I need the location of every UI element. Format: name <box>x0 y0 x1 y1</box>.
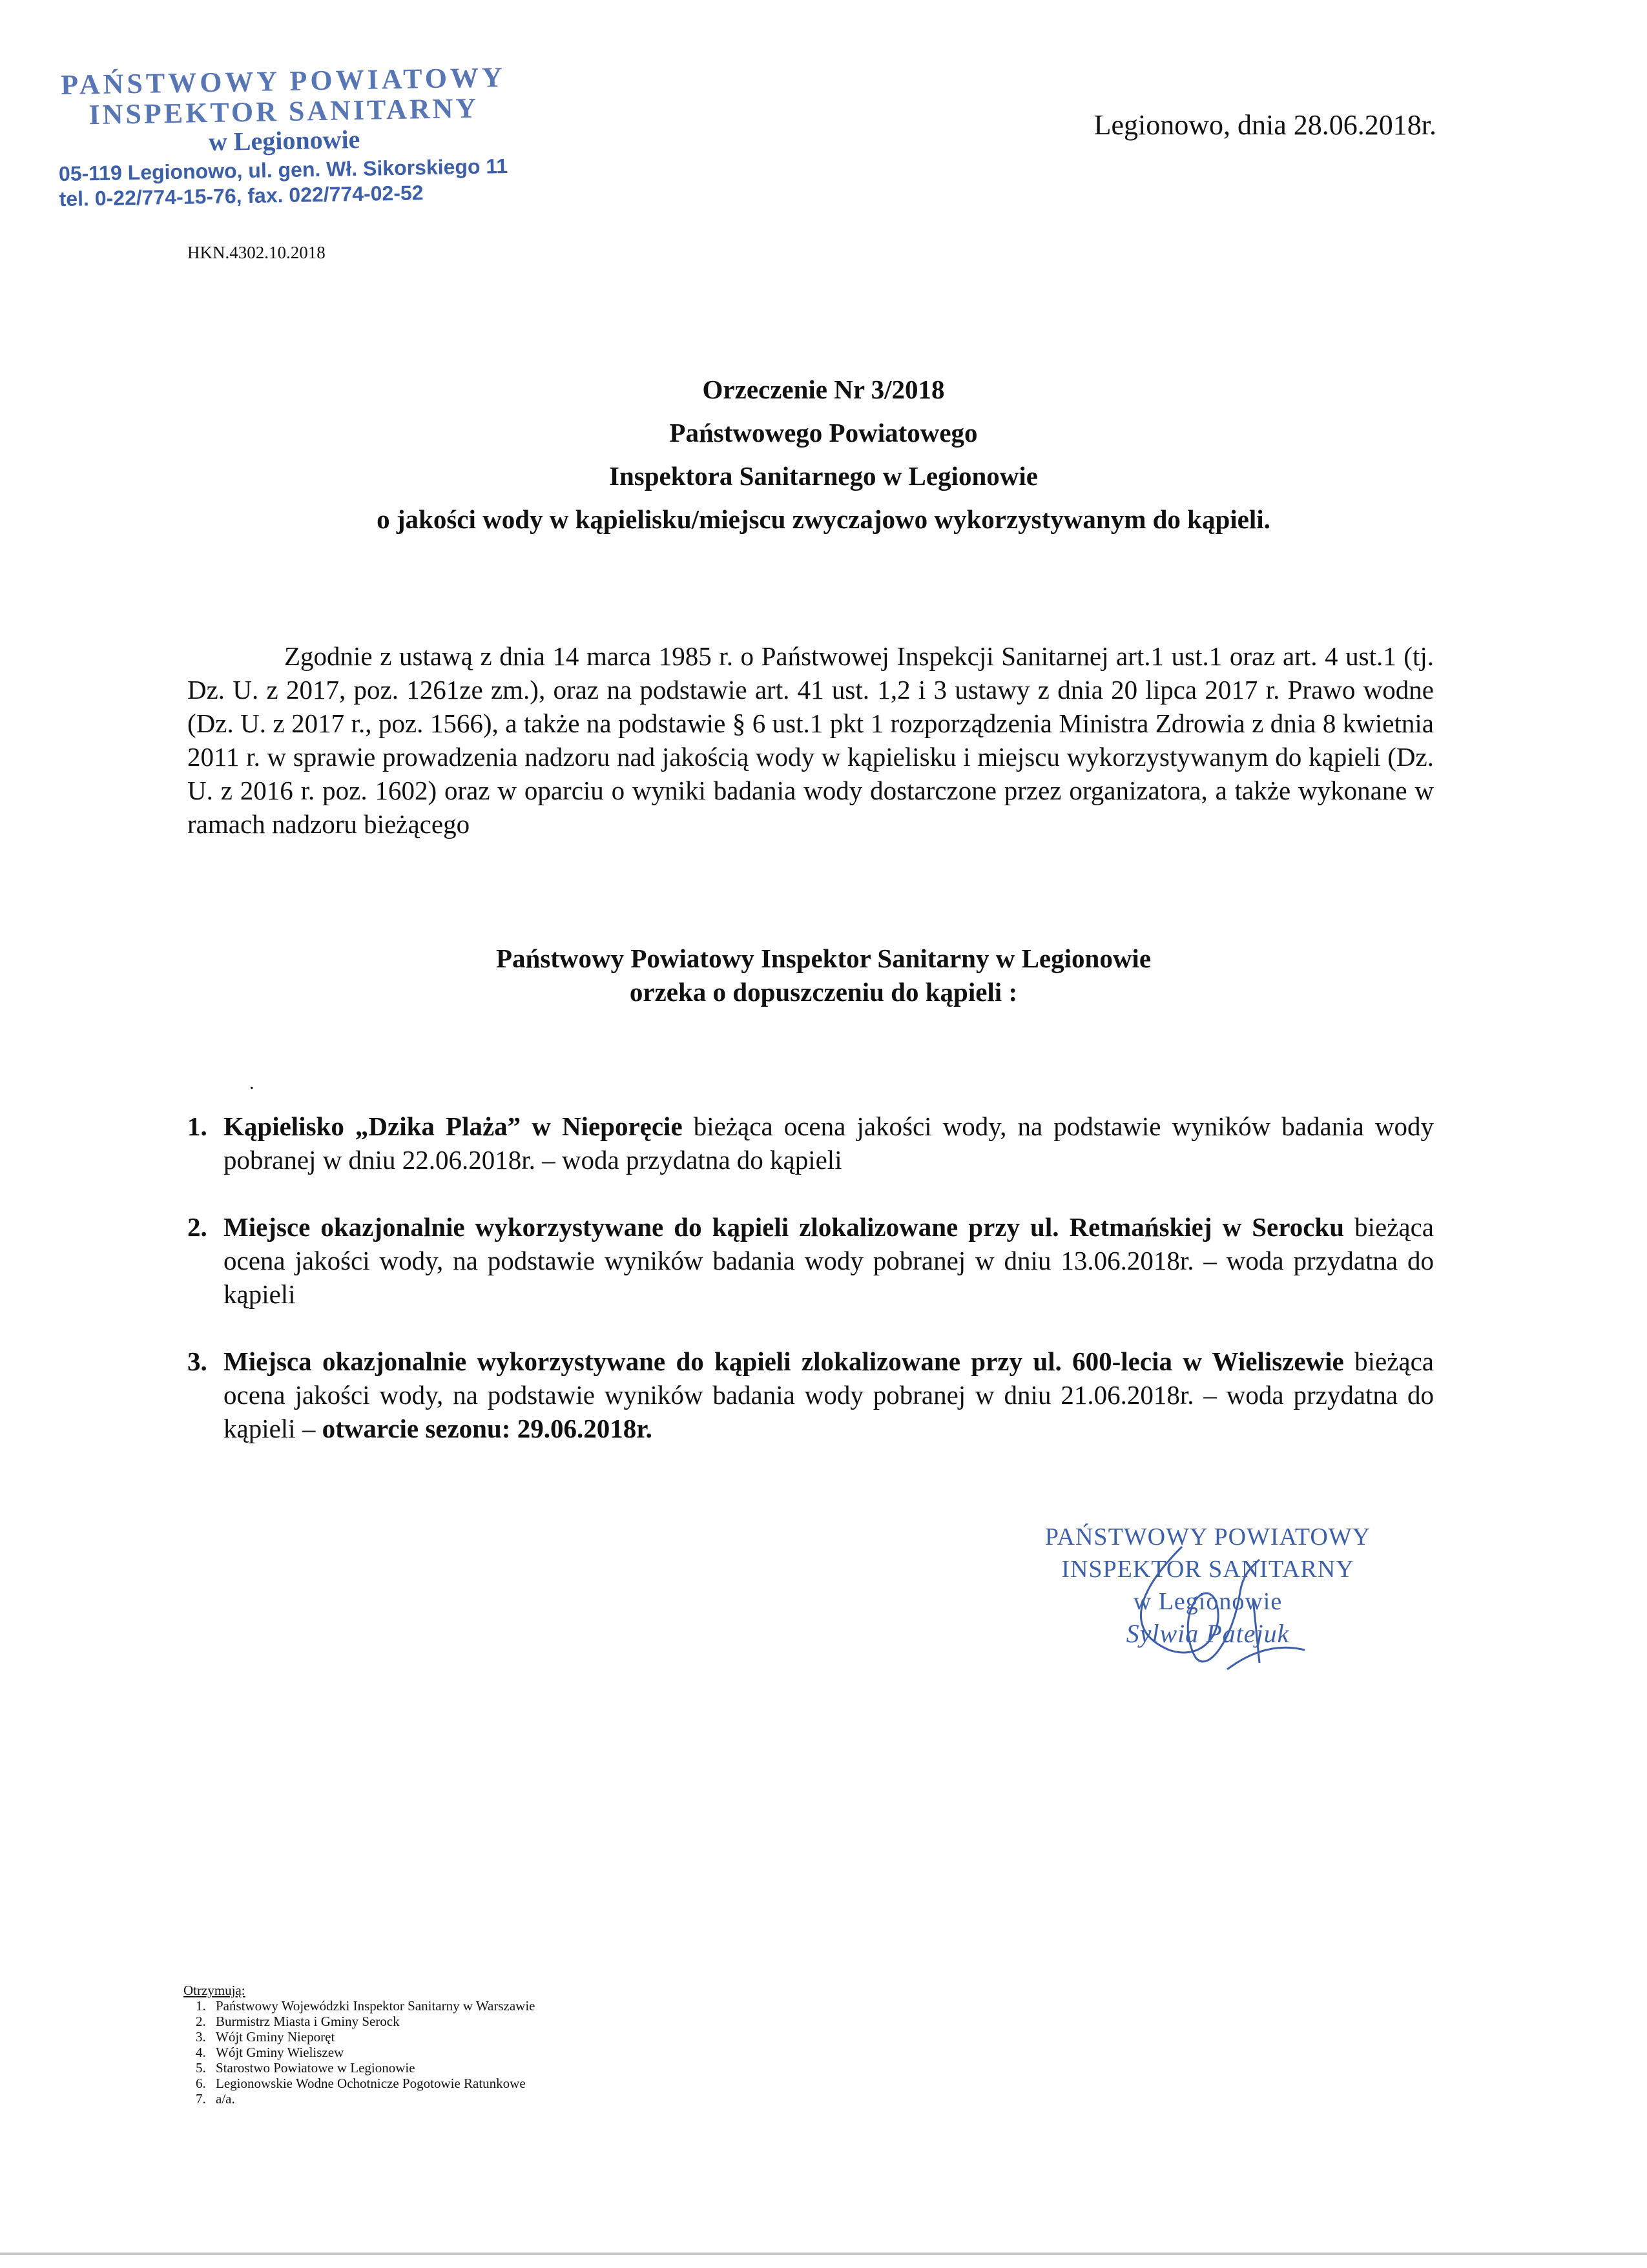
recipients-block <box>183 1983 535 2107</box>
document-title <box>0 368 1647 541</box>
stamp-phone: tel. 0-22/774-15-76, fax. 022/774-02-52 <box>59 181 424 211</box>
scan-edge-line <box>0 2253 1647 2255</box>
signatory-name: Sylwia Patejuk <box>1126 1619 1290 1648</box>
list-item <box>187 1345 1434 1445</box>
stamp-line: w Legionowie <box>208 124 360 157</box>
list-item <box>187 1109 1434 1177</box>
list-item: 2. Burmistrz Miasta i Gminy Serock <box>209 2014 535 2029</box>
signature-block <box>1008 1521 1408 1650</box>
item-text: bieżąca ocena jakości wody, na podstawie wyników badania wody pobranej w dniu 13.06.2018r. – woda przydatna do kąpieli <box>223 1212 1434 1309</box>
title-line: Państwowego Powiatowego <box>669 418 978 448</box>
stamp-address: 05-119 Legionowo, ul. gen. Wł. Sikorskiego 11 <box>58 154 508 186</box>
item-site: Miejsce okazjonalnie wykorzystywane do kąpieli zlokalizowane przy ul. Retmańskiej w Serocku <box>223 1212 1345 1242</box>
item-number: 3. <box>187 1346 207 1376</box>
reference-number: HKN.4302.10.2018 <box>187 243 326 262</box>
stamp-line: PAŃSTWOWY POWIATOWY <box>60 61 506 101</box>
stamp-line: INSPEKTOR SANITARNY <box>88 92 479 131</box>
list-item: 3. Wójt Gminy Nieporęt <box>209 2029 535 2045</box>
legal-basis-paragraph <box>187 639 1434 841</box>
signature-line: PAŃSTWOWY POWIATOWY <box>1044 1523 1371 1551</box>
recipients-list <box>183 1998 535 2107</box>
office-stamp <box>57 61 512 211</box>
signature-line: w Legionowie <box>1133 1588 1283 1615</box>
list-item: 7. a/a. <box>209 2091 535 2107</box>
item-number: 1. <box>187 1111 207 1141</box>
title-line: Inspektora Sanitarnego w Legionowie <box>608 461 1038 491</box>
list-item: 1. Państwowy Wojewódzki Inspektor Sanitarny w Warszawie <box>209 1998 535 2014</box>
list-item: 6. Legionowskie Wodne Ochotnicze Pogotowie Ratunkowe <box>209 2076 535 2091</box>
list-item: 4. Wójt Gminy Wieliszew <box>209 2045 535 2060</box>
handwritten-signature <box>1098 1521 1318 1689</box>
decision-line: orzeka o dopuszczeniu do kąpieli : <box>629 977 1018 1007</box>
signature-line: INSPEKTOR SANITARNY <box>1061 1556 1354 1583</box>
list-item: 5. Starostwo Powiatowe w Legionowie <box>209 2060 535 2076</box>
item-number: 2. <box>187 1212 207 1242</box>
intro-text: Zgodnie z ustawą z dnia 14 marca 1985 r. o Państwowej Inspekcji Sanitarnej art.1 ust.1 oraz art. 4 ust.1 (tj. Dz. U. z 2017, poz. 1261ze zm.), oraz na podstawie art. 41 ust. 1,2 i 3 ustawy z dnia 20 lipca 2017 r. Prawo wodne (Dz. U. z 2017 r., poz. 1566), a także na podstawie § 6 ust.1 pkt 1 rozporządzenia Ministra Zdrowia z dnia 8 kwietnia 2011 r. w sprawie prowadzenia nadzoru nad jakością wody w kąpielisku i miejscu wykorzystywanym do kąpieli (Dz. U. z 2016 r. poz. 1602) oraz w oparciu o wyniki badania wody dostarczone przez organizatora, a także wykonane w ramach nadzoru bieżącego <box>187 641 1434 839</box>
item-site: Miejsca okazjonalnie wykorzystywane do kąpieli zlokalizowane przy ul. 600-lecia w Wieliszewie <box>223 1346 1344 1376</box>
title-line: o jakości wody w kąpielisku/miejscu zwyczajowo wykorzystywanym do kąpieli. <box>377 504 1270 534</box>
stray-mark: . <box>249 1072 254 1093</box>
item-note: otwarcie sezonu: 29.06.2018r. <box>322 1414 652 1443</box>
place-date: Legionowo, dnia 28.06.2018r. <box>1093 109 1436 141</box>
bathing-sites-list <box>187 1109 1434 1479</box>
title-line: Orzeczenie Nr 3/2018 <box>702 375 945 404</box>
decision-heading <box>0 942 1647 1009</box>
item-text: bieżąca ocena jakości wody, na podstawie wyników badania wody pobranej w dniu 22.06.2018r. – woda przydatna do kąpieli <box>223 1111 1434 1175</box>
item-site: Kąpielisko „Dzika Plaża” w Nieporęcie <box>223 1111 683 1141</box>
list-item <box>187 1210 1434 1311</box>
item-text: bieżąca ocena jakości wody, na podstawie wyników badania wody pobranej w dniu 21.06.2018r. – woda przydatna do kąpieli – <box>223 1346 1434 1443</box>
recipients-heading: Otrzymują: <box>183 1983 245 1998</box>
decision-line: Państwowy Powiatowy Inspektor Sanitarny w Legionowie <box>495 943 1152 973</box>
